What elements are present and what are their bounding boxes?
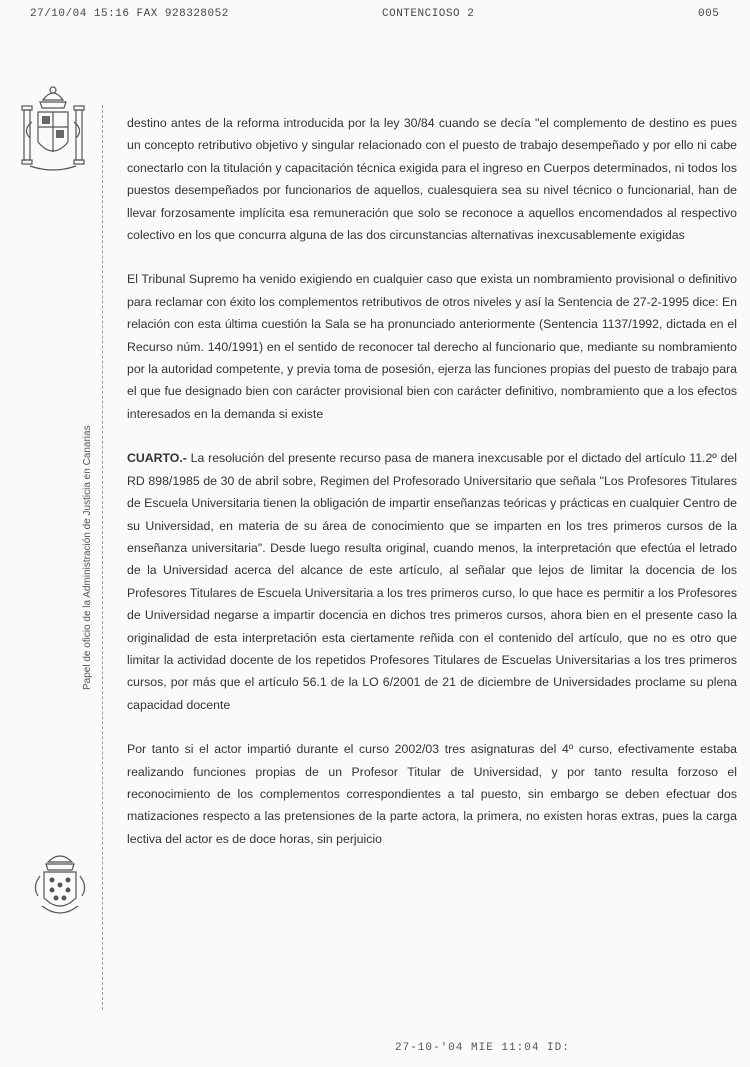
fax-footer: 27-10-'04 MIE 11:04 ID: [395,1042,570,1054]
paragraph-2: El Tribunal Supremo ha venido exigiendo en cualquier caso que exista un nombramiento provisional o definitivo para reclamar con éxito los complementos retributivos de otros niveles y así la Sentencia de 27-2-1995 dice: En relación con esta última cuestión la Sala se ha pronunciado anteriormente (Sentencia 1137/1992, dictada en el Recurso núm. 140/1991) en el sentido de reconocer tal derecho al funcionario que, mediante su nombramiento por la autoridad competente, y previa toma de posesión, ejerza las funciones propias del puesto de trabajo para el que fue designado bien con carácter provisional bien con carácter definitivo, nombramiento que a los efectos interesados en la demanda si existe [127,272,737,421]
canarias-crest-icon [30,850,90,925]
coat-of-arms-icon [18,82,88,177]
side-note-label: Papel de oficio de la Administración de Justicia en Canarias [82,425,93,690]
margin-line [102,105,103,1010]
section-heading: CUARTO.- [127,451,187,466]
fax-date-time: 27/10/04 15:16 FAX 928328052 [30,8,229,20]
fax-department: CONTENCIOSO 2 [382,8,475,20]
paragraph-4: Por tanto si el actor impartió durante el curso 2002/03 tres asignaturas del 4º curso, efectivamente estaba realizando funciones propias de un Profesor Titular de Universidad, y por tanto resulta forzoso el reconocimiento de los complementos correspondientes a tal puesto, sin embargo se deben efectuar dos matizaciones respecto a las pretensiones de la parte actora, la primera, no existen horas extras, pues la carga lectiva del actor es de doce horas, sin perjuicio [127,742,737,846]
paragraph-3-text: La resolución del presente recurso pasa de manera inexcusable por el dictado del artículo 11.2º del RD 898/1985 de 30 de abril sobre, Regimen del Profesorado Universitario que señala "Los Profesores Titulares de Escuela Universitaria tienen la obligación de impartir enseñanzas teóricas y prácticas en cualquier Centro de su Universidad, en materia de su área de conocimiento que se imparten en los tres primeros cursos de la enseñanza universitaria". Desde luego resulta original, cuando menos, la interpretación que efectúa el letrado de la Universidad acerca del alcance de este artículo, al señalar que lejos de limitar la docencia de los Profesores Titulares de Escuela Universitaria a los tres primeros curso, lo que hace es permitir a los Profesores de Universidad negarse a impartir docencia en dichos tres primeros cursos, ahora bien en el presente caso la originalidad de esta interpretación esta ciertamente reñida con el contenido del artículo, que no es otro que limitar la actividad docente de los repetidos Profesores Titulares de Escuelas Universitarias a los tres primeros cursos, por más que el artículo 56.1 de la LO 6/2001 de 21 de diciembre de Universidades proclame su plena capacidad docente [127,451,737,712]
paragraph-3 [127,447,737,716]
fax-header [30,6,730,24]
document-body [127,112,737,850]
paragraph-1: destino antes de la reforma introducida por la ley 30/84 cuando se decía "el complemento de destino es pues un concepto retributivo objetivo y singular relacionado con el puesto de trabajo desempeñado y por ello ni cabe conectarlo con la titulación y capacitación técnica exigida para el ingreso en Cuerpos determinados, ni todos los puestos desempeñados por funcionarios de aquellos, cualesquiera sea su nivel técnico o funcionarial, han de llevar forzosamente implícita esa remuneración que solo se reconoce a aquellos encomendados al respectivo colectivo en los que concurra alguna de las dos circunstancias alternativas inexcusablemente exigidas [127,116,737,243]
fax-page-number: 005 [698,8,720,20]
